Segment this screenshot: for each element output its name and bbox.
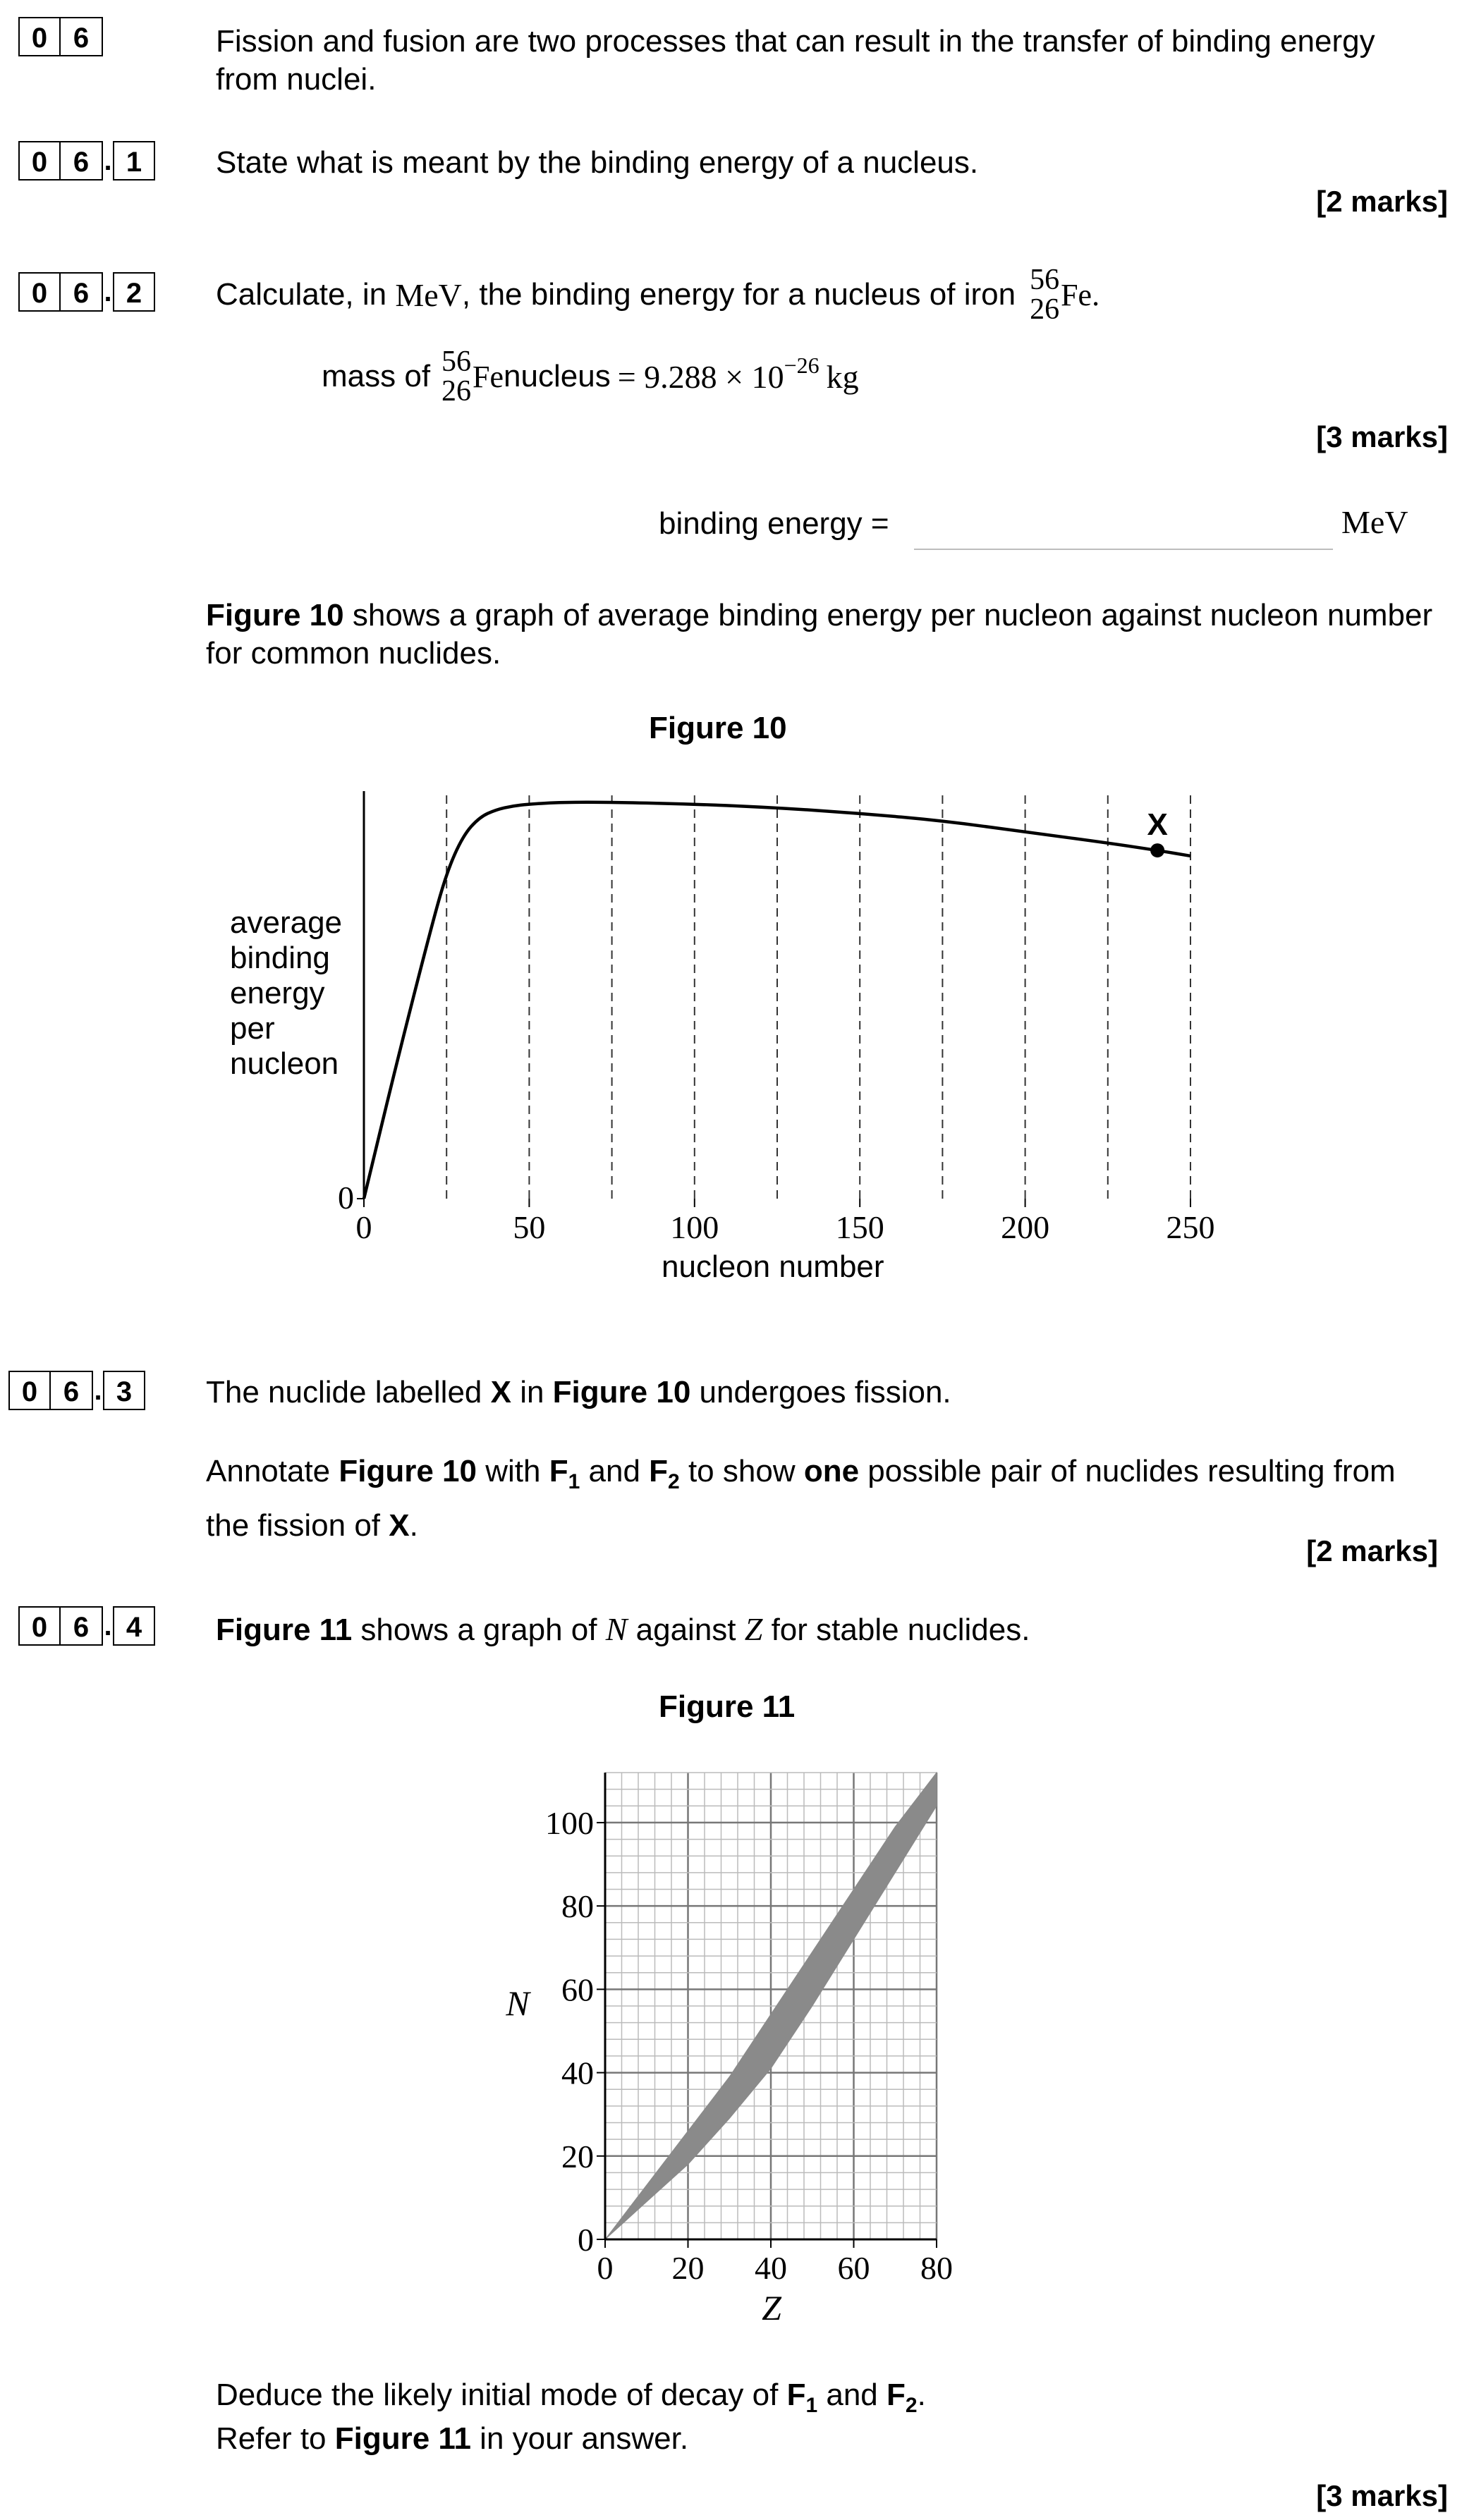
unit-mev: MeV <box>395 276 462 313</box>
x-tick-label: 80 <box>920 2250 953 2286</box>
x-tick-label: 50 <box>513 1209 546 1245</box>
text-bold: Figure 10 <box>339 1454 477 1488</box>
qnum-digit: 6 <box>61 141 103 181</box>
x-tick-label: 200 <box>1001 1209 1050 1245</box>
mass-exponent: −26 <box>784 352 820 378</box>
qnum-dot: . <box>94 1375 102 1406</box>
x-tick-label: 0 <box>597 2250 614 2286</box>
marks-06-1: [2 marks] <box>1316 185 1448 218</box>
y-axis-label: N <box>506 1983 530 2023</box>
ylabel-line: average <box>230 905 343 940</box>
x-axis-label: Z <box>762 2288 781 2328</box>
y-tick-label: 0 <box>578 2222 594 2258</box>
point-x-label: X <box>1147 807 1168 843</box>
text: shows a graph of average binding energy per nucleon against nucleon number for common nuclides. <box>206 598 1433 671</box>
element-symbol: Fe <box>473 359 504 394</box>
text-bold: one <box>803 1454 860 1488</box>
x-tick-label: 250 <box>1166 1209 1215 1245</box>
marks-06-2: [3 marks] <box>1316 420 1448 453</box>
qnum-digit: 4 <box>113 1606 155 1646</box>
qnum-digit: 6 <box>61 272 103 312</box>
binding-energy-answer-unit: MeV <box>1341 504 1408 540</box>
figure-10-xlabel: nucleon number <box>662 1249 884 1284</box>
ylabel-line: nucleon <box>230 1046 339 1081</box>
text: in <box>511 1375 553 1409</box>
qnum-digit: 6 <box>61 1606 103 1646</box>
text: Refer to <box>216 2421 335 2456</box>
text: Annotate <box>206 1454 339 1488</box>
x-tick-label: 20 <box>671 2250 705 2286</box>
qnum-digit: 0 <box>18 272 61 312</box>
text-bold: X <box>389 1507 410 1543</box>
text: undergoes fission. <box>690 1375 951 1409</box>
qnum-dot: . <box>104 145 112 176</box>
f1-subscript: 1 <box>568 1469 580 1493</box>
text-bold: X <box>490 1375 511 1409</box>
text: in your answer. <box>470 2421 689 2456</box>
f1-label: F <box>786 2378 806 2412</box>
text-bold: Figure 10 <box>552 1375 691 1409</box>
x-tick-label: 100 <box>670 1209 719 1245</box>
ylabel-line: binding <box>230 941 330 975</box>
qnum-digit: 1 <box>113 141 155 181</box>
f1-label: F <box>549 1454 568 1488</box>
qnum-digit: 6 <box>51 1371 93 1410</box>
text: and <box>580 1454 650 1488</box>
punctuation: . <box>1092 277 1100 312</box>
mass-unit: kg <box>826 358 859 395</box>
marks-06-3: [2 marks] <box>1306 1534 1438 1567</box>
y-tick-label: 0 <box>338 1180 354 1216</box>
atomic-number: 26 <box>1030 293 1060 326</box>
ylabel-line: energy <box>230 976 325 1010</box>
text: possible pair of nuclides resulting from the fission of <box>206 1454 1396 1543</box>
y-tick-label: 60 <box>561 1971 594 2008</box>
y-tick-label: 100 <box>545 1804 594 1841</box>
x-tick-label: 40 <box>755 2250 787 2286</box>
atomic-number: 26 <box>441 375 472 408</box>
text: , the binding energy for a nucleus of iron <box>461 277 1016 312</box>
qnum-dot: . <box>104 276 112 307</box>
text: with <box>477 1454 549 1488</box>
qnum-digit: 0 <box>18 1606 61 1646</box>
text-bold: Figure 11 <box>216 1613 353 1647</box>
qnum-digit: 0 <box>18 141 61 181</box>
figure-11-title: Figure 11 <box>659 1689 796 1724</box>
mass-label: mass of <box>322 359 431 393</box>
x-tick-label: 150 <box>835 1209 884 1245</box>
text: shows a graph of <box>352 1613 606 1647</box>
text-bold: Figure 11 <box>334 2421 471 2456</box>
question-06-1-text: State what is meant by the binding energy of a nucleus. <box>216 145 979 180</box>
question-06-intro: Fission and fusion are two processes that can result in the transfer of binding energy from nuclei. <box>216 24 1375 97</box>
text: . <box>917 2378 926 2412</box>
f2-subscript: 2 <box>668 1469 680 1493</box>
text: Calculate, in <box>216 277 396 312</box>
ylabel-line: per <box>230 1011 275 1046</box>
binding-energy-answer-label: binding energy = <box>659 506 889 541</box>
text: and <box>817 2378 887 2412</box>
y-tick-label: 20 <box>561 2138 594 2175</box>
figure-10-title: Figure 10 <box>649 711 787 745</box>
mass-number: 56 <box>441 345 472 378</box>
x-tick-label: 60 <box>837 2250 870 2286</box>
qnum-digit: 0 <box>8 1371 51 1410</box>
mass-number: 56 <box>1030 264 1060 296</box>
x-tick-label: 0 <box>355 1209 372 1245</box>
question-06-4-refer <box>216 2420 688 2458</box>
f1-subscript: 1 <box>805 2393 818 2417</box>
text: for stable nuclides. <box>762 1613 1030 1647</box>
qnum-digit: 2 <box>113 272 155 312</box>
y-tick-label: 80 <box>561 1888 594 1925</box>
text: against <box>627 1613 745 1647</box>
nucleus-word: nucleus <box>504 359 611 393</box>
qnum-dot: . <box>104 1610 112 1641</box>
qnum-digit: 3 <box>103 1371 145 1410</box>
var-n: N <box>605 1611 628 1647</box>
mass-value: = 9.288 × 10 <box>617 358 784 395</box>
marks-06-4: [3 marks] <box>1316 2479 1448 2512</box>
qnum-digit: 0 <box>18 17 61 56</box>
text: Deduce the likely initial mode of decay of <box>216 2378 787 2412</box>
qnum-digit: 6 <box>61 17 103 56</box>
text: to show <box>679 1454 804 1488</box>
f2-label: F <box>649 1454 669 1488</box>
text: . <box>409 1507 418 1543</box>
element-symbol: Fe <box>1061 277 1092 312</box>
f2-subscript: 2 <box>905 2393 918 2417</box>
text-bold: Figure 10 <box>206 598 344 632</box>
f2-label: F <box>887 2378 906 2412</box>
y-tick-label: 40 <box>561 2055 594 2091</box>
var-z: Z <box>744 1611 763 1647</box>
text: The nuclide labelled <box>206 1375 491 1409</box>
